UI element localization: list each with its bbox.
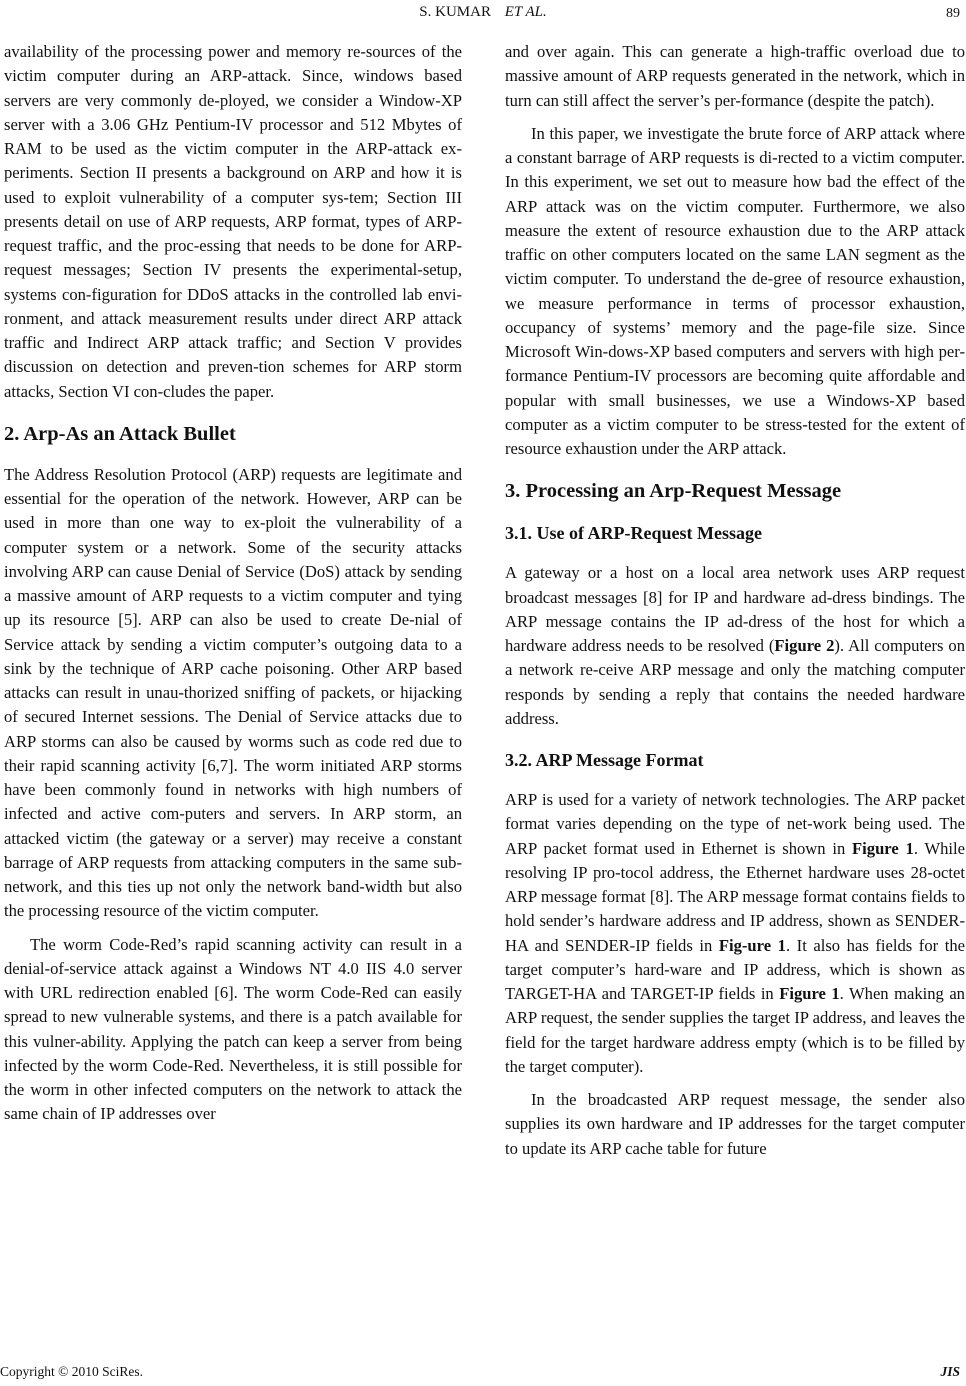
right-column bbox=[505, 40, 965, 1161]
footer-copyright: Copyright © 2010 SciRes. bbox=[0, 1364, 144, 1379]
section-heading: 2. Arp-As an Attack Bullet bbox=[4, 422, 236, 445]
text-run: ARP is used for a variety of network technologies. The ARP packet format varies depending on the type of net-work being used. The ARP packet format used in Ethernet is shown in bbox=[505, 790, 965, 858]
running-head bbox=[0, 4, 966, 24]
figure-reference: Figure 2 bbox=[774, 636, 835, 655]
paragraph: and over again. This can generate a high-traffic overload due to massive amount of ARP requests generated in the network, which in turn can still affect the server’s per-formance (despite the patch). bbox=[505, 42, 965, 110]
text-run: . It also has fields for the target computer’s hard-ware and IP address, which is shown as TARGET-HA and TARGET-IP fields in bbox=[505, 935, 965, 1003]
page-number: 89 bbox=[946, 6, 960, 21]
subsection-heading: 3.2. ARP Message Format bbox=[505, 750, 704, 770]
subsection-heading: 3.1. Use of ARP-Request Message bbox=[505, 523, 762, 544]
figure-reference: Fig-ure 1 bbox=[718, 935, 786, 955]
paragraph: availability of the processing power and memory re-sources of the victim computer during an ARP-attack. Since, windows based servers are very commonly de-ployed, we consider a Window-XP server with a 3.06 GHz Pentium-IV processor and 512 Mbytes of RAM to be used as the victim computer in the ARP-attack ex-periments. Section II presents a background on ARP and how it is used to exploit vulnerability of a computer sys-tem; Section III presents detail on use of ARP requests, ARP format, types of ARP-request traffic, and the proc-essing that needs to be done for ARP-request messages; Section IV presents the experimental-setup, systems con-figuration for DDoS attacks in the controlled lab envi-ronment, and attack measurement results under direct ARP attack traffic and Indirect ARP attack traffic; and Section V provides discussion on detection and preven-tion schemes for ARP storm attacks, Section VI con-cludes the paper. bbox=[4, 42, 462, 401]
paragraph bbox=[505, 788, 965, 1079]
author-etal: ET AL. bbox=[504, 4, 547, 20]
running-head-authors bbox=[0, 4, 966, 21]
paragraph: In this paper, we investigate the brute force of ARP attack where a constant barrage of ARP requests is di-rected to a victim computer. In this experiment, we set out to measure how bad the effect of the ARP attack was on the victim computer. Furthermore, we also measure the extent of resource exhaustion due to the ARP attack traffic on other computers located on the same LAN segment as the victim computer. To understand the de-gree of resource exhaustion, we measure performance in terms of processor exhaustion, occupancy of systems’ memory and the page-file size. Since Microsoft Win-dows-XP based computers and servers with high per-formance Pentium-IV processors are becoming quite affordable and popular with small businesses, we use a Windows-XP based computer as a victim computer to be stress-tested for the extent of resource exhaustion under the ARP attack. bbox=[505, 123, 965, 458]
footer-journal: JIS bbox=[940, 1364, 960, 1379]
figure-reference: Figure 1 bbox=[852, 838, 914, 858]
text-run: . While resolving IP pro-tocol address, the Ethernet hardware uses 28-octet ARP message format [8]. The ARP message format contains fields to hold sender’s hardware address and IP address, shown as SENDER-HA and SENDER-IP fields in bbox=[505, 838, 965, 955]
paragraph bbox=[505, 561, 965, 731]
author-name: S. KUMAR bbox=[419, 4, 491, 20]
left-column bbox=[4, 40, 462, 1127]
paragraph: In the broadcasted ARP request message, the sender also supplies its own hardware and IP addresses for the target computer to update its ARP cache table for future bbox=[505, 1090, 965, 1158]
figure-reference: Figure 1 bbox=[779, 984, 840, 1003]
paragraph: The Address Resolution Protocol (ARP) requests are legitimate and essential for the operation of the network. However, ARP can be used in more than one way to ex-ploit the vulnerability of a computer system or a network. Some of the security attacks involving ARP can cause Denial of Service (DoS) attack by sending a massive amount of ARP requests to a victim computer and tying up its resource [5]. ARP can also be used to create De-nial of Service attack by sending a victim computer’s outgoing data to a sink by the technique of ARP cache poisoning. Other ARP based attacks can result in unau-thorized sniffing of packets, or hijacking of secured Internet sessions. The Denial of Service attacks due to ARP storms can also be caused by worms such as code red due to their rapid scanning activity [6,7]. The worm initiated ARP storms have been commonly found in networks with high numbers of infected and active com-puters and servers. In ARP storm, an attacked victim (the gateway or a server) may receive a constant barrage of ARP requests from attacking computers in the same sub-network, and this ties up not only the network band-width but also the processing resource of the victim computer. bbox=[4, 464, 462, 921]
text-run: ). All computers on a network re-ceive ARP message and only the matching computer responds by sending a reply that contains the needed hardware address. bbox=[505, 636, 965, 728]
text-run: . When making an ARP request, the sender supplies the target IP address, and leaves the field for the target hardware address empty (which is to be filled by the target computer). bbox=[505, 984, 965, 1076]
paragraph: The worm Code-Red’s rapid scanning activity can result in a denial-of-service attack against a Windows NT 4.0 IIS 4.0 server with URL redirection enabled [6]. The worm Code-Red can easily spread to new vulnerable systems, and there is a patch available for this vulner-ability. Applying the patch can keep a server from being infected by the worm Code-Red. Nevertheless, it is still possible for the worm in other infected computers on the network to attack the same chain of IP addresses over bbox=[4, 934, 462, 1124]
text-run: A gateway or a host on a local area network uses ARP request broadcast messages [8] for IP and hardware ad-dress bindings. The ARP message contains the IP ad-dress of the host for which a hardware address needs to be resolved ( bbox=[505, 563, 965, 655]
section-heading: 3. Processing an Arp-Request Message bbox=[505, 480, 842, 503]
